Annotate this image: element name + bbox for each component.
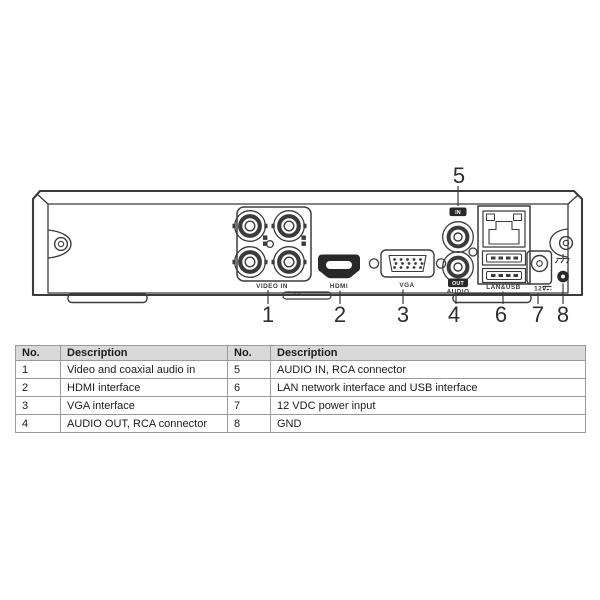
bnc-connector-2 — [272, 211, 307, 242]
header-desc-left: Description — [61, 346, 228, 361]
cell-no: 6 — [228, 379, 271, 397]
callout-8: 8 — [556, 302, 570, 327]
cell-no: 4 — [16, 415, 61, 433]
video-in-bnc-cluster — [233, 207, 312, 290]
audio-out-badge-label: OUT — [452, 281, 464, 287]
table-row — [16, 379, 586, 397]
lan-usb-block — [478, 206, 530, 291]
video-in-label: VIDEO IN — [256, 283, 288, 290]
cell-desc: Video and coaxial audio in — [61, 361, 228, 379]
cell-no: 7 — [228, 397, 271, 415]
cell-no: 2 — [16, 379, 61, 397]
cell-desc: AUDIO OUT, RCA connector — [61, 415, 228, 433]
gnd-screw-center — [561, 275, 565, 279]
cell-desc: AUDIO IN, RCA connector — [271, 361, 586, 379]
audio-label: AUDIO — [446, 288, 470, 296]
channel-badge-icon — [302, 236, 306, 240]
table-row — [16, 397, 586, 415]
cell-desc: LAN network interface and USB interface — [271, 379, 586, 397]
rca-audio-in — [443, 222, 474, 253]
header-desc-right: Description — [271, 346, 586, 361]
ethernet-port — [483, 211, 525, 247]
hdmi-port — [318, 255, 360, 291]
cell-desc: VGA interface — [61, 397, 228, 415]
usb-port-1 — [483, 251, 526, 265]
channel-badge-icon — [263, 236, 267, 240]
hdmi-connector-slot — [326, 261, 352, 269]
panel-screw-right — [550, 229, 572, 257]
header-no-left: No. — [16, 346, 61, 361]
audio-in-badge-label: IN — [455, 210, 461, 216]
vga-label: VGA — [399, 282, 415, 289]
audio-rca-ports — [443, 208, 477, 296]
table-header-row — [16, 346, 586, 361]
callout-4: 4 — [447, 302, 461, 327]
cell-no: 3 — [16, 397, 61, 415]
callout-6: 6 — [494, 302, 508, 327]
usb-port-2 — [483, 269, 526, 283]
callout-3: 3 — [396, 302, 410, 327]
hdmi-label: HDMI — [329, 283, 349, 290]
lan-usb-label: LAN&USB — [486, 284, 521, 291]
chassis-corner-bevel-left — [37, 194, 48, 204]
vga-pin-holes — [393, 258, 423, 269]
cell-no: 5 — [228, 361, 271, 379]
port-description-table — [15, 345, 586, 433]
vga-screw-left — [369, 259, 378, 268]
power-label: 12V — [534, 285, 547, 293]
header-no-right: No. — [228, 346, 271, 361]
callout-2: 2 — [333, 302, 347, 327]
cluster-center-hole — [267, 241, 274, 248]
table-row — [16, 415, 586, 433]
callout-5: 5 — [452, 163, 466, 188]
cell-desc: GND — [271, 415, 586, 433]
rca-audio-out — [443, 252, 474, 283]
vga-port — [369, 250, 445, 289]
callout-7: 7 — [531, 302, 545, 327]
audio-screw-hole — [469, 248, 477, 256]
panel-screw-left — [48, 230, 71, 258]
chassis-corner-bevel-right — [568, 195, 578, 204]
bnc-connector-4 — [272, 247, 307, 278]
channel-badge-icon — [302, 242, 306, 246]
cell-desc: 12 VDC power input — [271, 397, 586, 415]
cell-no: 8 — [228, 415, 271, 433]
cell-no: 1 — [16, 361, 61, 379]
table-row — [16, 361, 586, 379]
callout-1: 1 — [261, 302, 275, 327]
cell-desc: HDMI interface — [61, 379, 228, 397]
